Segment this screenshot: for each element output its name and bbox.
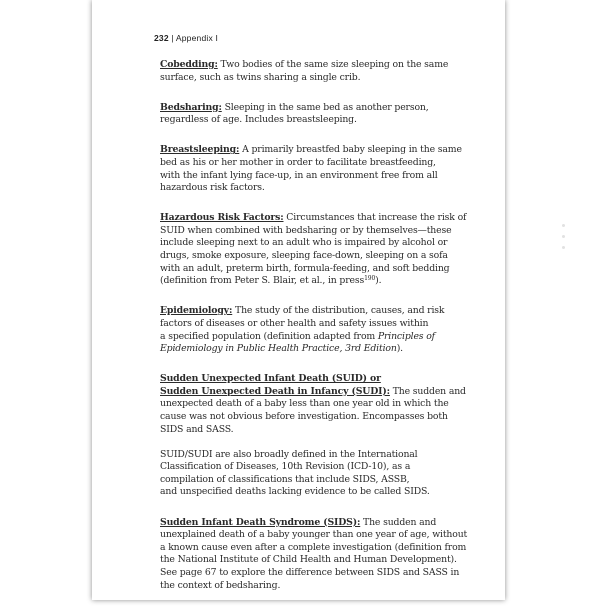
- definition-text: The sudden and: [360, 516, 437, 528]
- paragraph-text: SUID/SUDI are also broadly defined in the International: [160, 448, 418, 460]
- entry-hazardous-risk-factors: [160, 212, 490, 288]
- definition-text: A primarily breastfed baby sleeping in the same: [239, 144, 462, 156]
- definition-text: ).: [375, 275, 382, 287]
- definition-text: the National Institute of Child Health and Human Development).: [160, 554, 457, 566]
- paragraph-text: and unspecified deaths lacking evidence to be called SIDS.: [160, 486, 430, 498]
- definition-text: SUID when combined with bedsharing or by themselves—these: [160, 224, 452, 236]
- definition-text: with the infant lying face-up, in an environment free from all: [160, 169, 438, 181]
- definition-text: See page 67 to explore the difference between SIDS and SASS in: [160, 566, 460, 578]
- header-separator: |: [171, 33, 174, 43]
- definition-text: (definition from Peter S. Blair, et al., in press: [160, 275, 365, 287]
- reference-number: 190: [364, 275, 376, 283]
- running-header: [154, 33, 218, 43]
- definition-text: the context of bedsharing.: [160, 579, 281, 591]
- section-title: Appendix: [175, 33, 213, 43]
- page-number: 232: [154, 33, 169, 43]
- term-breastsleeping: Breastsleeping:: [160, 144, 240, 156]
- term-epidemiology: Epidemiology:: [160, 305, 233, 317]
- entry-cobedding: [160, 59, 490, 84]
- paragraph-text: compilation of classifications that include SIDS, ASSB,: [160, 473, 410, 485]
- paragraph-text: Classification of Diseases, 10th Revision (ICD-10), as a: [160, 461, 411, 473]
- definition-text: Two bodies of the same size sleeping on the same: [217, 59, 449, 70]
- dot: [562, 246, 565, 249]
- term-sudi: Sudden Unexpected Death in Infancy (SUDI):: [160, 385, 390, 397]
- definition-text: cause was not obvious before investigation. Encompasses both: [160, 410, 448, 422]
- definition-text: unexplained death of a baby younger than one year of age, without: [160, 529, 468, 541]
- definition-text: with an adult, preterm birth, formula-feeding, and soft bedding: [160, 262, 450, 274]
- dot: [562, 235, 565, 238]
- definition-text: Sleeping in the same bed as another person,: [221, 101, 429, 113]
- definition-text: factors of diseases or other health and safety issues within: [160, 317, 429, 329]
- glossary-content: [160, 59, 490, 610]
- definition-text: SIDS and SASS.: [160, 423, 234, 435]
- citation-title: Principles of: [377, 330, 435, 342]
- definition-text: The sudden and: [389, 385, 466, 397]
- entry-breastsleeping: [160, 144, 490, 194]
- term-cobedding: Cobedding:: [160, 59, 218, 70]
- definition-text: hazardous risk factors.: [160, 182, 265, 194]
- entry-sids: [160, 517, 490, 593]
- definition-text: surface, such as twins sharing a single crib.: [160, 71, 361, 83]
- entry-suid: [160, 373, 490, 436]
- term-suid: Sudden Unexpected Infant Death (SUID) or: [160, 373, 381, 385]
- definition-text: Circumstances that increase the risk of: [283, 212, 467, 224]
- definition-text: a known cause even after a complete investigation (definition from: [160, 541, 467, 553]
- definition-text: include sleeping next to an adult who is impaired by alcohol or: [160, 237, 448, 249]
- definition-text: The study of the distribution, causes, and risk: [232, 305, 445, 317]
- faint-dots-decoration: [562, 224, 568, 257]
- term-sids: Sudden Infant Death Syndrome (SIDS):: [160, 516, 361, 528]
- book-page: [92, 0, 505, 600]
- dot: [562, 224, 565, 227]
- header-trailing-mark: I: [215, 33, 219, 43]
- definition-text: unexpected death of a baby less than one year old in which the: [160, 398, 449, 410]
- suid-note-paragraph: [160, 449, 490, 499]
- definition-text: drugs, smoke exposure, sleeping face-down, sleeping on a sofa: [160, 250, 448, 262]
- definition-text: ).: [396, 343, 403, 355]
- citation-title: Epidemiology in Public Health Practice, 3rd Edition: [160, 343, 397, 355]
- term-bedsharing: Bedsharing:: [160, 101, 222, 113]
- definition-text: bed as his or her mother in order to facilitate breastfeeding,: [160, 156, 436, 168]
- definition-text: a specified population (definition adapted from: [160, 330, 378, 342]
- entry-bedsharing: [160, 102, 490, 127]
- definition-text: regardless of age. Includes breastsleeping.: [160, 114, 357, 126]
- entry-epidemiology: [160, 305, 490, 355]
- term-hazardous-risk-factors: Hazardous Risk Factors:: [160, 212, 284, 224]
